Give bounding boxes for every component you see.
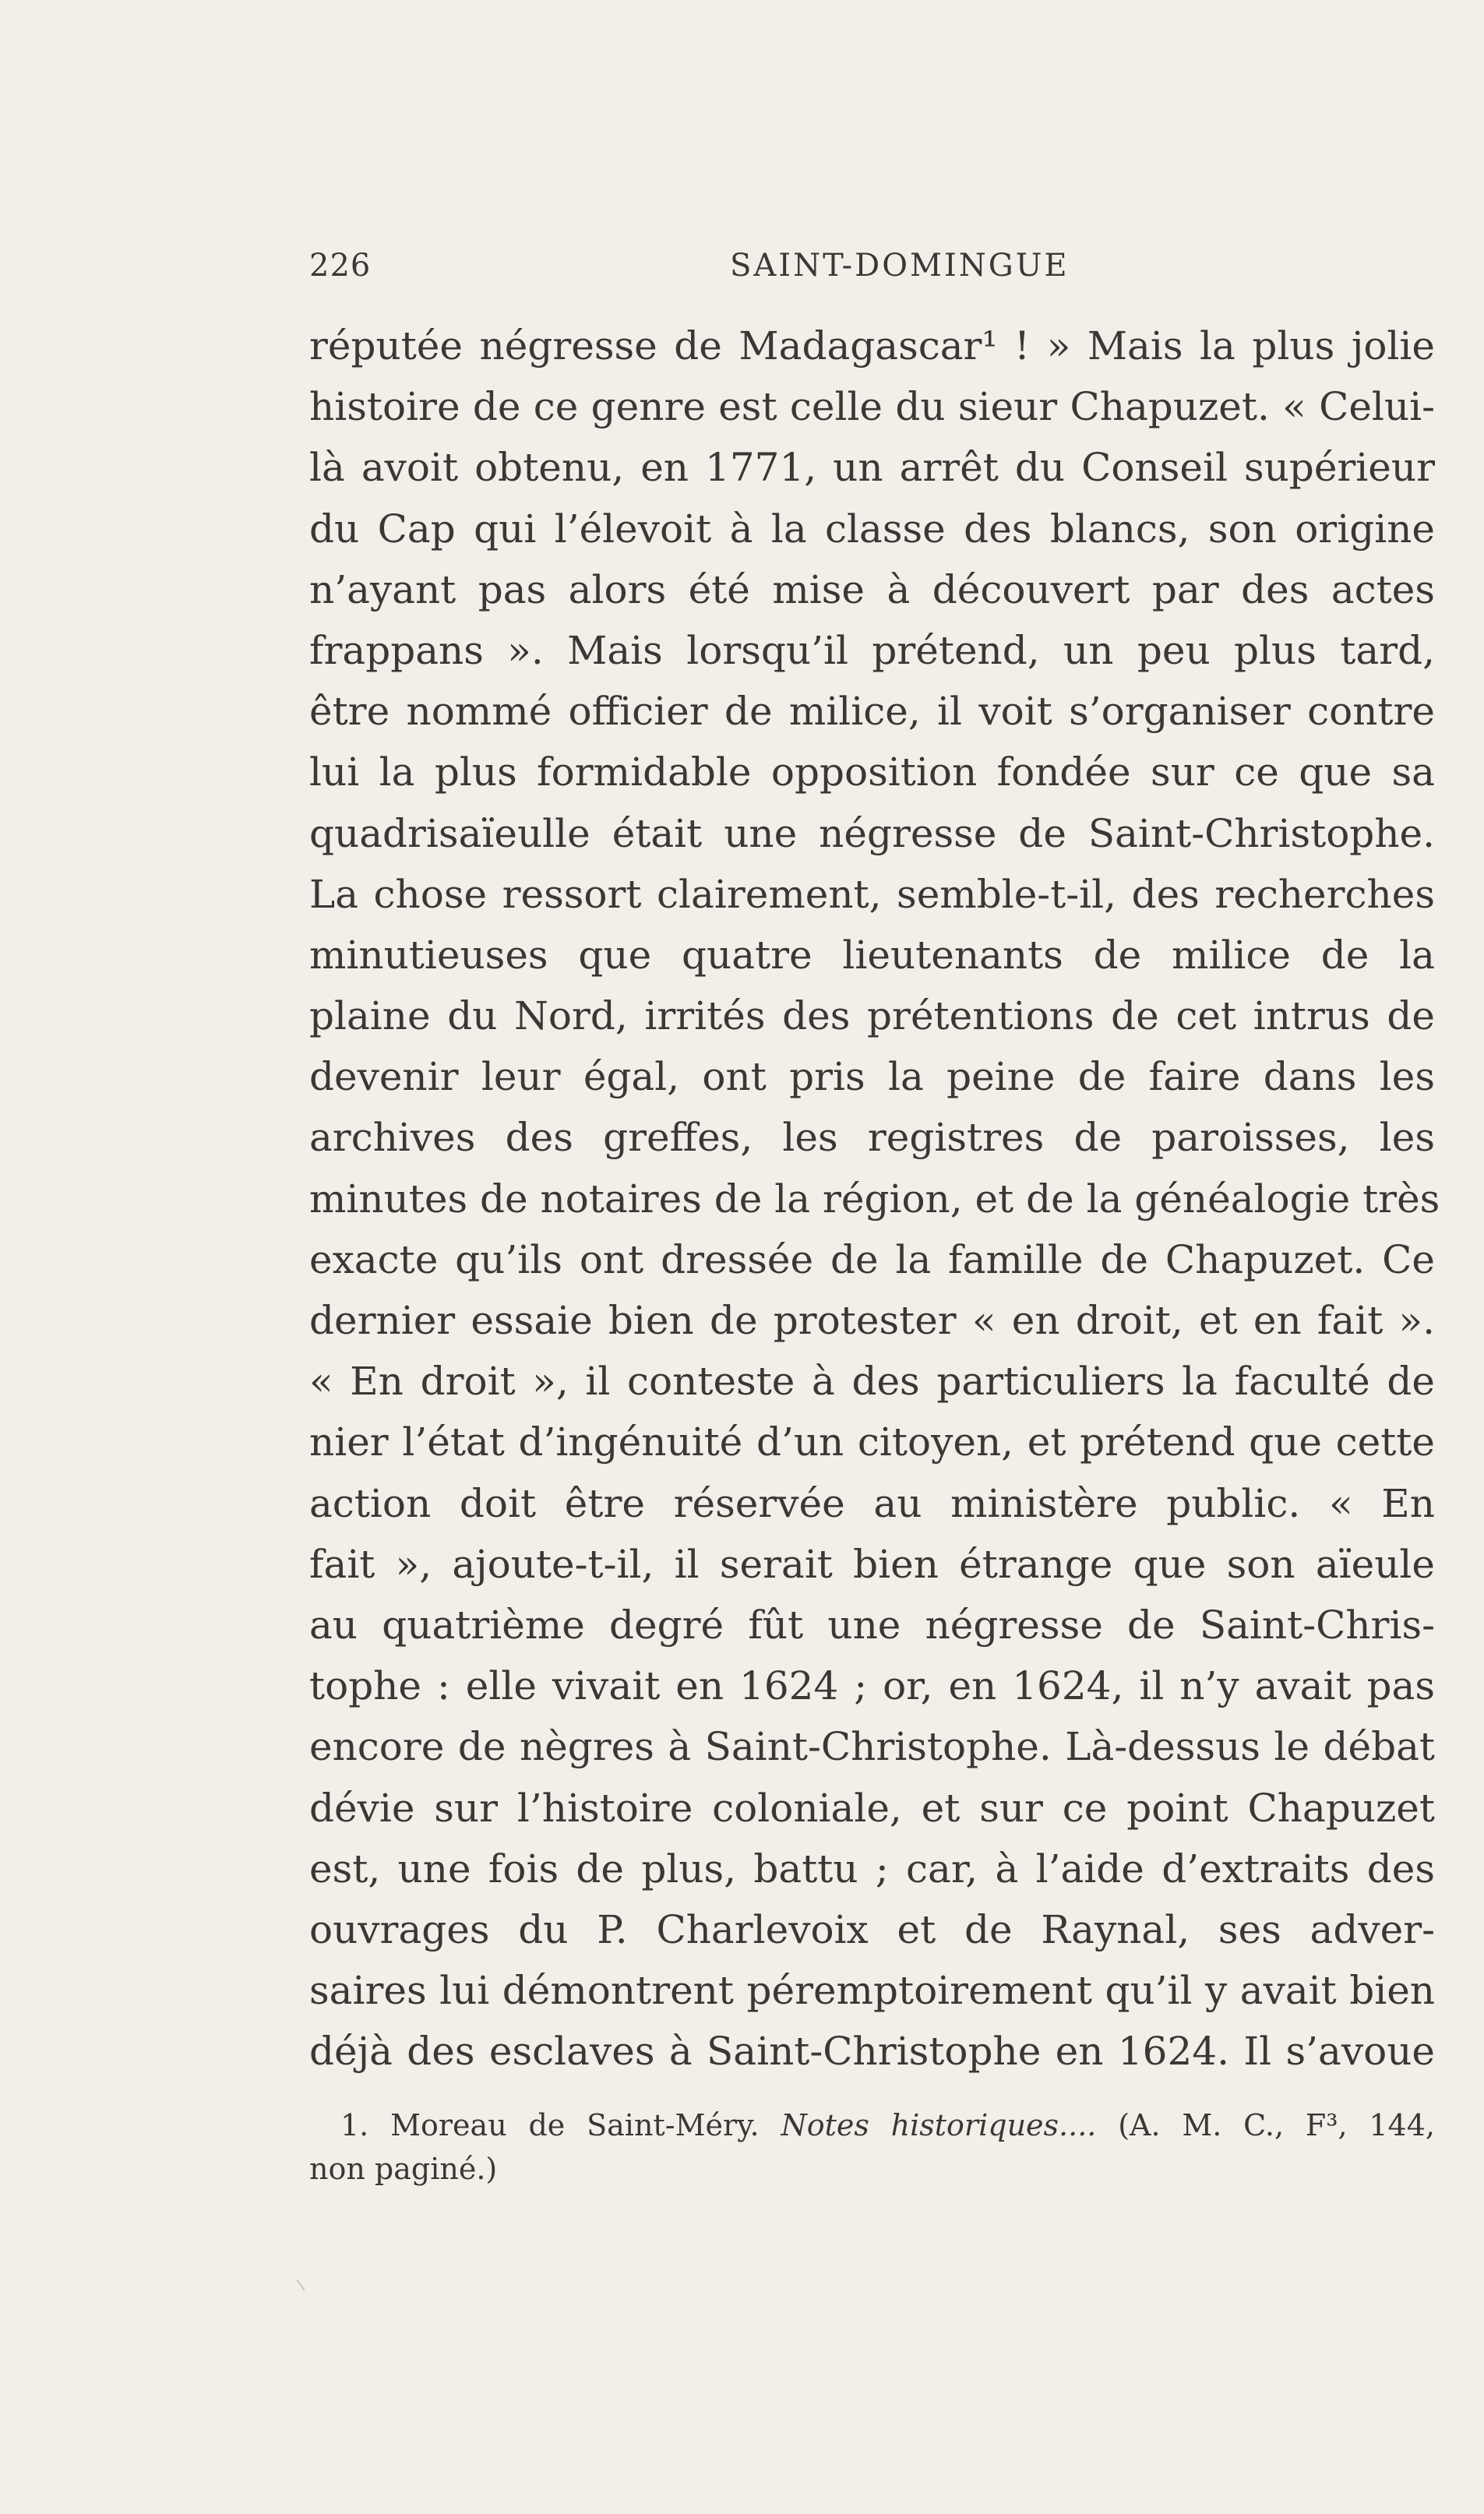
text-line: tophe : elle vivait en 1624 ; or, en 1624, il n’y avait pas: [309, 1663, 1435, 1709]
footnote-continuation: non paginé.): [309, 2152, 498, 2186]
text-line: action doit être réservée au ministère public. « En: [309, 1480, 1435, 1526]
footnote-reference: (A. M. C., F³, 144,: [1118, 2108, 1435, 2142]
text-line: nier l’état d’ingénuité d’un citoyen, et prétend que cette: [309, 1419, 1435, 1465]
text-line: La chose ressort clairement, semble-t-il, des recherches: [309, 871, 1435, 917]
text-line: dernier essaie bien de protester « en droit, et en fait ».: [309, 1298, 1435, 1343]
text-line: est, une fois de plus, battu ; car, à l’aide d’extraits des: [309, 1846, 1435, 1892]
text-line: là avoit obtenu, en 1771, un arrêt du Conseil supérieur: [309, 445, 1435, 491]
body-text: [309, 316, 1440, 2082]
running-head: [309, 248, 1435, 294]
paper-speck: [297, 2280, 305, 2290]
text-line: lui la plus formidable opposition fondée sur ce que sa: [309, 749, 1435, 795]
text-line: minutes de notaires de la région, et de la généalogie très: [309, 1176, 1440, 1222]
text-line: être nommé officier de milice, il voit s’organiser contre: [309, 689, 1435, 735]
text-line: n’ayant pas alors été mise à découvert par des actes: [309, 566, 1435, 612]
text-line: ouvrages du P. Charlevoix et de Raynal, ses adver-: [309, 1906, 1435, 1952]
text-line: déjà des esclaves à Saint-Christophe en 1624. Il s’avoue: [309, 2029, 1435, 2075]
text-line: fait », ajoute-t-il, il serait bien étrange que son aïeule: [309, 1541, 1435, 1587]
page-number: 226: [309, 248, 372, 284]
footnote-line: [309, 2103, 1435, 2147]
text-line: dévie sur l’histoire coloniale, et sur ce point Chapuzet: [309, 1785, 1435, 1831]
text-line: archives des greffes, les registres de paroisses, les: [309, 1115, 1435, 1161]
text-line: au quatrième degré fût une négresse de Saint-Chris-: [309, 1602, 1435, 1648]
running-title: SAINT-DOMINGUE: [730, 248, 1070, 284]
text-line: du Cap qui l’élevoit à la classe des blancs, son origine: [309, 506, 1435, 552]
footnote-number: 1.: [340, 2108, 369, 2142]
footnote-author: Moreau de Saint-Méry.: [390, 2108, 760, 2142]
text-line: quadrisaïeulle était une négresse de Saint-Christophe.: [309, 810, 1435, 856]
text-line: histoire de ce genre est celle du sieur Chapuzet. « Celui-: [309, 384, 1435, 430]
text-line: minutieuses que quatre lieutenants de milice de la: [309, 932, 1435, 978]
text-line: « En droit », il conteste à des particuliers la faculté de: [309, 1359, 1435, 1405]
footnote: [309, 2103, 1435, 2191]
footnote-title: Notes historiques....: [781, 2108, 1097, 2142]
text-line: plaine du Nord, irrités des prétentions de cet intrus de: [309, 993, 1435, 1039]
text-line: réputée négresse de Madagascar¹ ! » Mais la plus jolie: [309, 323, 1435, 368]
text-line: exacte qu’ils ont dressée de la famille de Chapuzet. Ce: [309, 1236, 1435, 1282]
text-line: frappans ». Mais lorsqu’il prétend, un peu plus tard,: [309, 627, 1435, 673]
text-line: saires lui démontrent péremptoirement qu’il y avait bien: [309, 1968, 1435, 2014]
text-line: devenir leur égal, ont pris la peine de faire dans les: [309, 1054, 1435, 1100]
text-line: encore de nègres à Saint-Christophe. Là-dessus le débat: [309, 1724, 1435, 1770]
